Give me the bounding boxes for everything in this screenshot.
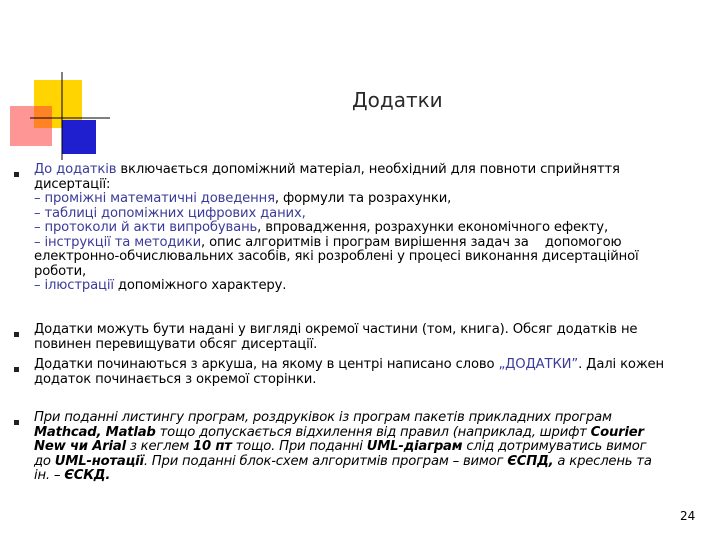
decorative-squares — [0, 0, 110, 170]
paragraph-program-listing: При поданні листингу програм, роздруківок із програм пакетів прикладних програм Mathcad, Matlab тощо допускається відхилення від правил (наприклад, шрифт Courier New чи Arial з кеглем 10 пт тощо. При поданні UML-діаграм слід дотримуватись вимог до UML-нотації. При поданні блок-схем алгоритмів програм – вимог ЄСПД, а креслень та ін. – ЄСКД. — [34, 410, 652, 483]
paragraph-appendix-start: Додатки починаються з аркуша, на якому в центрі написано слово „ДОДАТКИ”. Далі кожен додаток починається з окремої сторінки. — [34, 357, 664, 387]
bullet-marker — [14, 172, 19, 177]
bullet-marker — [14, 367, 19, 372]
paragraph-appendix-volume: Додатки можуть бути надані у вигляді окремої частини (том, книга). Обсяг додатків не повинен перевищувати обсяг дисертації. — [34, 322, 638, 352]
bullet-marker — [14, 332, 19, 337]
paragraph-appendix-content: До додатків включається допоміжний матеріал, необхідний для повноти сприйняття дисертації: – проміжні математичні доведення, формули та розрахунки, – таблиці допоміжних цифрових даних, – протоколи й акти випробувань, впровадження, розрахунки економічного ефекту, – інструкції та методики, опис алгоритмів і програм вирішення задач за допомогою електронно-обчислювальних засобів, які розроблені у процесі виконання дисертаційної роботи, – ілюстрації допоміжного характеру. — [34, 162, 639, 293]
page-number: 24 — [680, 509, 696, 523]
blue-square — [62, 120, 96, 154]
red-square — [10, 106, 52, 146]
slide-title: Додатки — [352, 88, 443, 112]
bullet-marker — [14, 420, 19, 425]
highlight-text: До додатків — [34, 162, 117, 177]
